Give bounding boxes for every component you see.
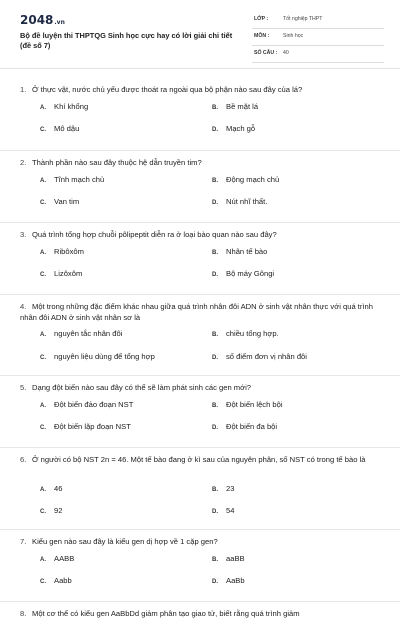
option-letter: C. (40, 272, 46, 278)
question-number: 3. (20, 230, 27, 239)
logo-suffix: .vn (54, 19, 65, 26)
logo-main: 2048 (20, 13, 54, 27)
answer-option[interactable] (40, 124, 79, 133)
meta-subject (252, 29, 384, 46)
meta-label: LỚP : (254, 16, 269, 22)
question-item (0, 295, 400, 376)
option-letter: C. (40, 425, 46, 431)
answer-option[interactable] (40, 400, 133, 409)
option-text: Đột biến lệch bội (226, 400, 283, 409)
answer-option[interactable] (212, 554, 245, 563)
question-item (0, 448, 400, 530)
option-letter: C. (40, 200, 46, 206)
answer-option[interactable] (212, 247, 267, 256)
question-number: 7. (20, 537, 27, 546)
question-body: Một cơ thể có kiểu gen AaBbDd giảm phân tạo giao tử, biết rằng quá trình giảm (32, 609, 300, 618)
option-letter: B. (212, 557, 218, 563)
option-text: Mạch gỗ (226, 124, 256, 133)
option-letter: D. (212, 272, 218, 278)
option-text: nguyên tắc nhân đôi (54, 329, 123, 338)
option-letter: A. (40, 105, 46, 111)
question-body: Ở thực vật, nước chủ yếu được thoát ra ngoài qua bộ phận nào sau đây của lá? (32, 85, 303, 94)
question-item (0, 602, 400, 632)
meta-label: SỐ CÂU : (254, 50, 278, 56)
option-letter: D. (212, 509, 218, 515)
answer-option[interactable] (212, 329, 279, 338)
option-text: Đột biến đa bội (226, 422, 278, 431)
option-text: nguyên liệu dùng để tổng hợp (54, 352, 155, 361)
option-text: Bề mặt lá (226, 102, 259, 111)
answer-option[interactable] (212, 102, 258, 111)
option-text: Aabb (54, 576, 72, 585)
option-letter: D. (212, 127, 218, 133)
question-item (0, 530, 400, 602)
option-letter: D. (212, 425, 218, 431)
question-body: Kiểu gen nào sau đây là kiểu gen dị hợp về 1 cặp gen? (32, 537, 218, 546)
document-meta (252, 12, 384, 63)
answer-option[interactable] (212, 576, 245, 585)
option-letter: C. (40, 509, 46, 515)
answer-option[interactable] (40, 506, 62, 515)
question-body: Ở người có bộ NST 2n = 46. Một tế bào đang ở kì sau của nguyên phân, số NST có trong tế bào là (32, 455, 366, 464)
document-header (0, 0, 400, 66)
answer-option[interactable] (212, 124, 255, 133)
question-number: 1. (20, 85, 27, 94)
answer-option[interactable] (212, 352, 307, 361)
answer-option[interactable] (40, 554, 74, 563)
question-number: 5. (20, 383, 27, 392)
option-text: 54 (226, 506, 235, 515)
option-text: Bộ máy Gôngi (226, 269, 275, 278)
option-letter: A. (40, 250, 46, 256)
question-number: 4. (20, 302, 27, 311)
meta-value: Tốt nghiệp THPT (283, 16, 323, 22)
answer-option[interactable] (40, 576, 72, 585)
option-letter: C. (40, 579, 46, 585)
answer-option[interactable] (40, 422, 131, 431)
question-text (20, 382, 380, 393)
answer-option[interactable] (212, 422, 277, 431)
option-letter: B. (212, 332, 218, 338)
option-letter: D. (212, 200, 218, 206)
question-text (20, 536, 380, 547)
question-text (20, 84, 380, 95)
option-letter: C. (40, 127, 46, 133)
answer-option[interactable] (40, 197, 79, 206)
answer-option[interactable] (212, 269, 274, 278)
option-letter: A. (40, 557, 46, 563)
question-item (0, 151, 400, 223)
option-text: Nút nhĩ thất. (226, 197, 268, 206)
answer-option[interactable] (212, 506, 234, 515)
answer-option[interactable] (40, 102, 88, 111)
question-list (0, 78, 400, 632)
option-text: Mô dậu (54, 124, 80, 133)
option-text: 23 (226, 484, 235, 493)
option-letter: B. (212, 250, 218, 256)
question-body: Thành phần nào sau đây thuộc hệ dẫn truyền tim? (32, 158, 202, 167)
answer-option[interactable] (212, 197, 267, 206)
meta-question-count (252, 46, 384, 63)
meta-value: 40 (283, 50, 289, 56)
question-number: 2. (20, 158, 27, 167)
meta-grade (252, 12, 384, 29)
answer-option[interactable] (212, 175, 279, 184)
option-text: Lizôxôm (54, 269, 83, 278)
question-text (20, 301, 380, 323)
option-letter: A. (40, 487, 46, 493)
option-text: Động mạch chủ (226, 175, 280, 184)
document-title: Bộ đề luyện thi THPTQG Sinh học cực hay có lời giải chi tiết (đề số 7) (20, 31, 233, 50)
question-body: Quá trình tổng hợp chuỗi pôlipeptit diễn ra ở loại bào quan nào sau đây? (32, 230, 277, 239)
option-letter: C. (40, 355, 46, 361)
answer-option[interactable] (40, 484, 62, 493)
option-text: 46 (54, 484, 63, 493)
question-text (20, 454, 380, 465)
question-item (0, 376, 400, 448)
site-logo[interactable] (20, 13, 65, 27)
option-text: chiều tổng hợp. (226, 329, 279, 338)
option-text: Ribôxôm (54, 247, 84, 256)
answer-option[interactable] (40, 352, 155, 361)
question-text (20, 157, 380, 168)
answer-option[interactable] (212, 484, 234, 493)
option-letter: B. (212, 403, 218, 409)
option-text: Đột biến đảo đoạn NST (54, 400, 134, 409)
answer-option[interactable] (40, 175, 104, 184)
question-number: 8. (20, 609, 27, 618)
option-letter: B. (212, 178, 218, 184)
question-item (0, 223, 400, 295)
meta-label: MÔN : (254, 33, 270, 39)
option-text: số điểm đơn vị nhân đôi (226, 352, 307, 361)
option-text: Đột biến lặp đoạn NST (54, 422, 131, 431)
question-text (20, 229, 380, 240)
option-text: Nhân tế bào (226, 247, 268, 256)
answer-option[interactable] (40, 247, 84, 256)
answer-option[interactable] (40, 269, 82, 278)
option-letter: B. (212, 487, 218, 493)
option-text: AaBb (226, 576, 245, 585)
option-letter: A. (40, 403, 46, 409)
question-number: 6. (20, 455, 27, 464)
question-body: Dạng đột biến nào sau đây có thể sẽ làm phát sinh các gen mới? (32, 383, 252, 392)
option-text: Tĩnh mạch chủ (54, 175, 105, 184)
question-item (0, 78, 400, 151)
answer-option[interactable] (40, 329, 122, 338)
header-divider (0, 68, 400, 69)
option-text: Van tim (54, 197, 80, 206)
option-letter: D. (212, 355, 218, 361)
option-text: 92 (54, 506, 63, 515)
meta-value: Sinh học (283, 33, 304, 39)
answer-option[interactable] (212, 400, 283, 409)
option-letter: A. (40, 332, 46, 338)
option-text: Khí khổng (54, 102, 89, 111)
option-letter: A. (40, 178, 46, 184)
option-letter: D. (212, 579, 218, 585)
question-body: Một trong những đặc điểm khác nhau giữa quá trình nhân đôi ADN ở sinh vật nhân thực với quá trình nhân đôi ADN ở sinh vật nhân sơ là (20, 302, 373, 322)
question-text (20, 608, 380, 619)
option-text: aaBB (226, 554, 245, 563)
option-text: AABB (54, 554, 75, 563)
option-letter: B. (212, 105, 218, 111)
